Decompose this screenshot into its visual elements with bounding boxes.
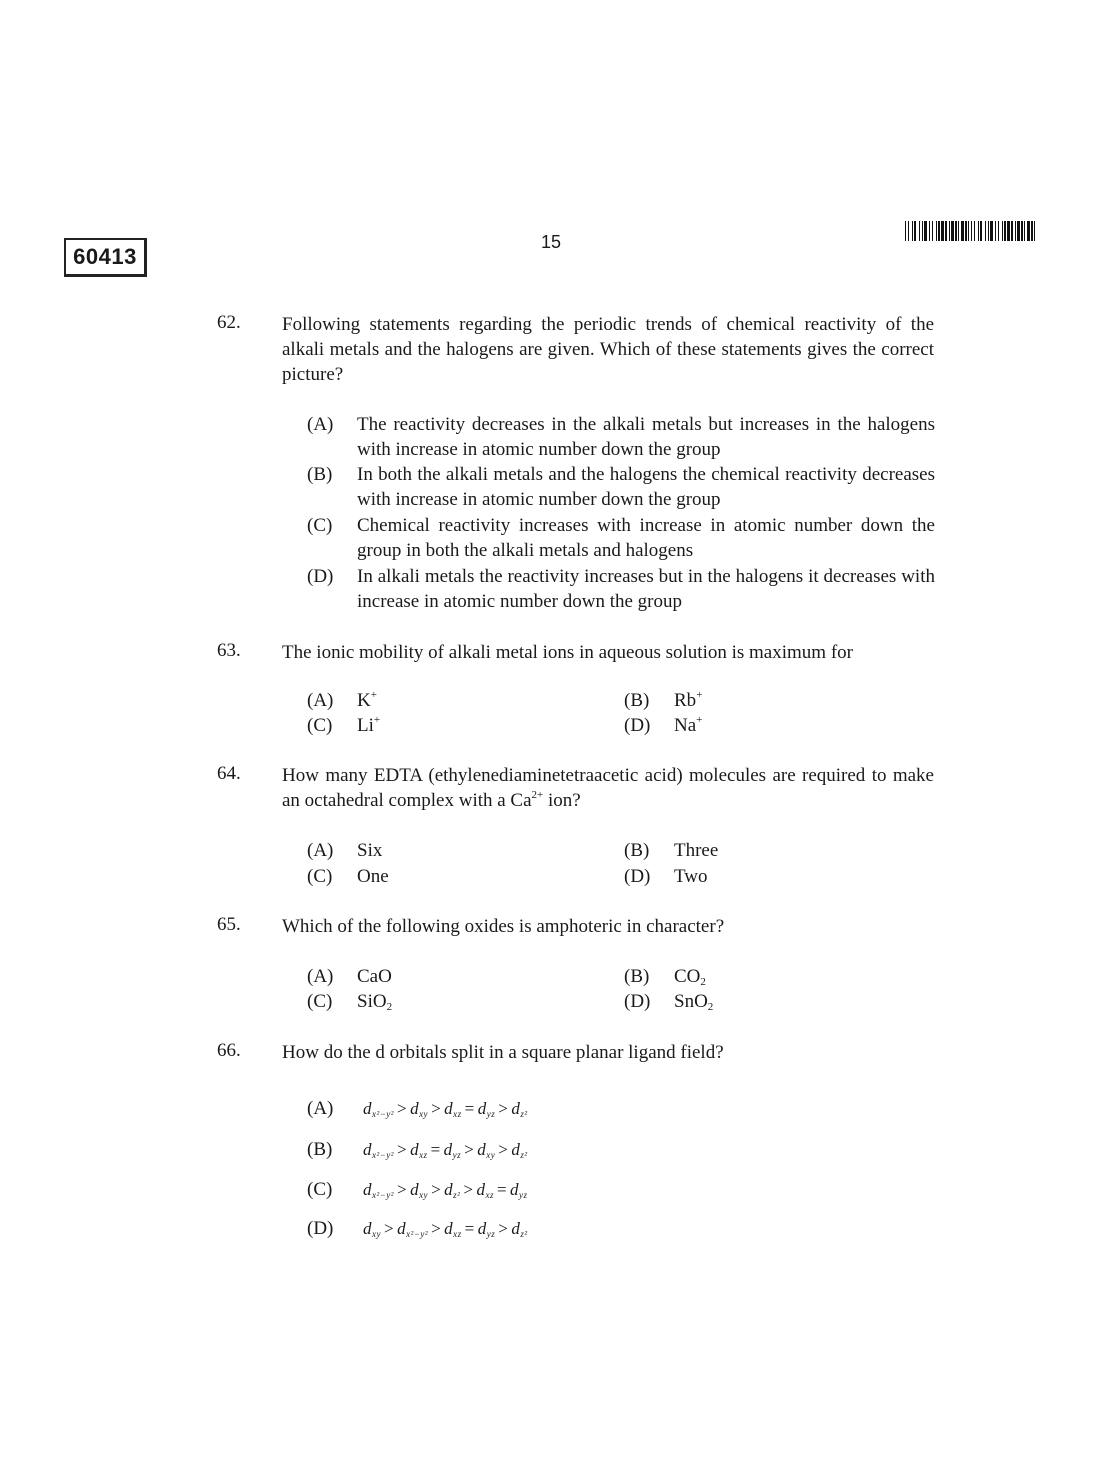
orbital-term: $d_{xz}$ xyxy=(476,1180,494,1200)
barcode-bar xyxy=(958,221,959,241)
question-number: 62. xyxy=(217,312,241,333)
orbital-term: $d_{x^2-y^2}$ xyxy=(363,1140,394,1160)
option-text: One xyxy=(357,866,389,887)
option-text: Three xyxy=(674,840,719,861)
option-label: (A) xyxy=(307,690,334,711)
barcode-bar xyxy=(914,221,916,241)
option-text: SnO$_2$ xyxy=(674,991,714,1013)
option-label: (B) xyxy=(307,464,333,485)
barcode-bar xyxy=(1031,221,1033,241)
barcode-bar xyxy=(1034,221,1035,241)
barcode-bar xyxy=(1027,221,1030,241)
orbital-expression xyxy=(363,1096,943,1121)
option-text: SiO$_2$ xyxy=(357,991,393,1013)
option-label: (B) xyxy=(307,1139,333,1160)
question-text: The ionic mobility of alkali metal ions in aqueous solution is maximum for xyxy=(282,642,853,663)
operator: > xyxy=(463,1180,474,1199)
barcode-bar xyxy=(1024,221,1025,241)
barcode-bar xyxy=(936,221,937,241)
orbital-term: $d_{x^2-y^2}$ xyxy=(363,1099,394,1119)
operator: > xyxy=(396,1180,408,1199)
orbital-term: $d_{z^2}$ xyxy=(511,1140,528,1160)
option-label: (C) xyxy=(307,715,333,736)
operator: = xyxy=(430,1140,441,1159)
operator: > xyxy=(431,1219,442,1238)
orbital-term: $d_{xy}$ xyxy=(477,1140,496,1160)
barcode-bar xyxy=(1015,221,1016,241)
barcode-bar xyxy=(908,221,909,241)
barcode-bar xyxy=(978,221,979,241)
option-text: Six xyxy=(357,840,383,861)
orbital-term: $d_{xy}$ xyxy=(410,1099,429,1119)
orbital-term: $d_{z^2}$ xyxy=(511,1099,528,1119)
option-label: (C) xyxy=(307,1179,333,1200)
question-number: 63. xyxy=(217,640,241,661)
option-label: (C) xyxy=(307,991,333,1012)
option-label: (A) xyxy=(307,1098,334,1119)
option-text: Na+ xyxy=(674,714,703,736)
orbital-term: $d_{xy}$ xyxy=(363,1219,381,1239)
orbital-expression xyxy=(363,1216,943,1241)
barcode-bar xyxy=(932,221,933,241)
barcode-bar xyxy=(961,221,964,241)
question-text: Which of the following oxides is amphoteric in character? xyxy=(282,916,725,937)
barcode-bar xyxy=(924,221,927,241)
barcode-bar xyxy=(985,221,986,241)
operator: = xyxy=(464,1219,475,1238)
option-label: (C) xyxy=(307,866,333,887)
option-label: (A) xyxy=(307,840,334,861)
barcode-bar xyxy=(971,221,972,241)
orbital-term: $d_{yz}$ xyxy=(443,1140,462,1160)
barcode-bar xyxy=(998,221,999,241)
orbital-term: $d_{z^2}$ xyxy=(511,1219,528,1239)
question-number: 64. xyxy=(217,763,241,784)
option-text: In both the alkali metals and the halogens the chemical reactivity decreases with increase in atomic number down the group xyxy=(357,464,935,510)
operator: > xyxy=(431,1180,442,1199)
orbital-term: $d_{xz}$ xyxy=(444,1219,462,1239)
question-text: How many EDTA (ethylenediaminetetraacetic acid) molecules are required to make an octahedral complex with a $Ca^{2+}$ ion? xyxy=(282,765,934,811)
barcode-bar xyxy=(1002,221,1003,241)
option-text: $CO_2$ xyxy=(674,966,706,988)
barcode-bar xyxy=(922,221,923,241)
barcode-bar xyxy=(988,221,989,241)
barcode-bar xyxy=(905,221,906,241)
option-label: (D) xyxy=(307,1218,334,1239)
option-label: (D) xyxy=(624,866,651,887)
barcode-bar xyxy=(938,221,940,241)
barcode-bar xyxy=(1007,221,1010,241)
option-label: (D) xyxy=(624,991,651,1012)
orbital-term: $d_{yz}$ xyxy=(477,1219,496,1239)
orbital-term: $d_{xy}$ xyxy=(410,1180,429,1200)
orbital-expression xyxy=(363,1177,943,1202)
barcode-icon xyxy=(905,221,1037,241)
operator: > xyxy=(431,1099,442,1118)
orbital-term: $d_{yz}$ xyxy=(477,1099,496,1119)
barcode-bar xyxy=(955,221,957,241)
orbital-term: $d_{x^2-y^2}$ xyxy=(363,1180,394,1200)
operator: > xyxy=(498,1219,509,1238)
orbital-term: $d_{xz}$ xyxy=(444,1099,462,1119)
option-text: CaO xyxy=(357,966,392,987)
operator: = xyxy=(464,1099,475,1118)
page-number: 15 xyxy=(540,232,562,252)
barcode-bar xyxy=(995,221,996,241)
orbital-term: $d_{yz}$ xyxy=(510,1180,528,1200)
barcode-bar xyxy=(951,221,954,241)
operator: > xyxy=(384,1219,395,1238)
option-label: (A) xyxy=(307,414,334,435)
option-text: Two xyxy=(674,866,708,887)
operator: > xyxy=(396,1099,408,1118)
barcode-bar xyxy=(968,221,969,241)
operator: > xyxy=(498,1140,509,1159)
barcode-bar xyxy=(990,221,993,241)
barcode-bar xyxy=(965,221,967,241)
option-label: (B) xyxy=(624,690,650,711)
barcode-bar xyxy=(1021,221,1023,241)
barcode-bar xyxy=(1011,221,1013,241)
paper-code-box: 60413 xyxy=(64,238,147,277)
barcode-bar xyxy=(941,221,944,241)
option-text: In alkali metals the reactivity increases but in the halogens it decreases with increase in atomic number down the group xyxy=(357,566,935,612)
operator: = xyxy=(496,1180,508,1199)
orbital-term: $d_{z^2}$ xyxy=(444,1180,461,1200)
barcode-bar xyxy=(919,221,920,241)
orbital-term: $d_{x^2-y^2}$ xyxy=(397,1219,429,1239)
option-text: Li+ xyxy=(357,714,381,736)
option-label: (C) xyxy=(307,515,333,536)
barcode-bar xyxy=(949,221,950,241)
operator: > xyxy=(498,1099,509,1118)
barcode-bar xyxy=(980,221,982,241)
option-label: (D) xyxy=(307,566,334,587)
barcode-bar xyxy=(929,221,930,241)
orbital-expression xyxy=(363,1137,943,1162)
operator: > xyxy=(396,1140,408,1159)
option-text: Chemical reactivity increases with increase in atomic number down the group in both the alkali metals and halogens xyxy=(357,515,935,561)
orbital-term: $d_{xz}$ xyxy=(410,1140,428,1160)
question-text: Following statements regarding the periodic trends of chemical reactivity of the alkali metals and the halogens are given. Which of these statements gives the correct picture? xyxy=(282,314,934,385)
option-text: Rb+ xyxy=(674,689,703,711)
option-text: K+ xyxy=(357,689,377,711)
option-text: The reactivity decreases in the alkali metals but increases in the halogens with increase in atomic number down the group xyxy=(357,414,935,460)
option-label: (D) xyxy=(624,715,651,736)
question-text: How do the d orbitals split in a square planar ligand field? xyxy=(282,1042,724,1063)
barcode-bar xyxy=(912,221,913,241)
option-label: (B) xyxy=(624,966,650,987)
barcode-bar xyxy=(1004,221,1006,241)
operator: > xyxy=(464,1140,475,1159)
question-number: 65. xyxy=(217,914,241,935)
question-number: 66. xyxy=(217,1040,241,1061)
barcode-bar xyxy=(1017,221,1020,241)
option-label: (B) xyxy=(624,840,650,861)
barcode-bar xyxy=(945,221,947,241)
option-label: (A) xyxy=(307,966,334,987)
barcode-bar xyxy=(974,221,975,241)
